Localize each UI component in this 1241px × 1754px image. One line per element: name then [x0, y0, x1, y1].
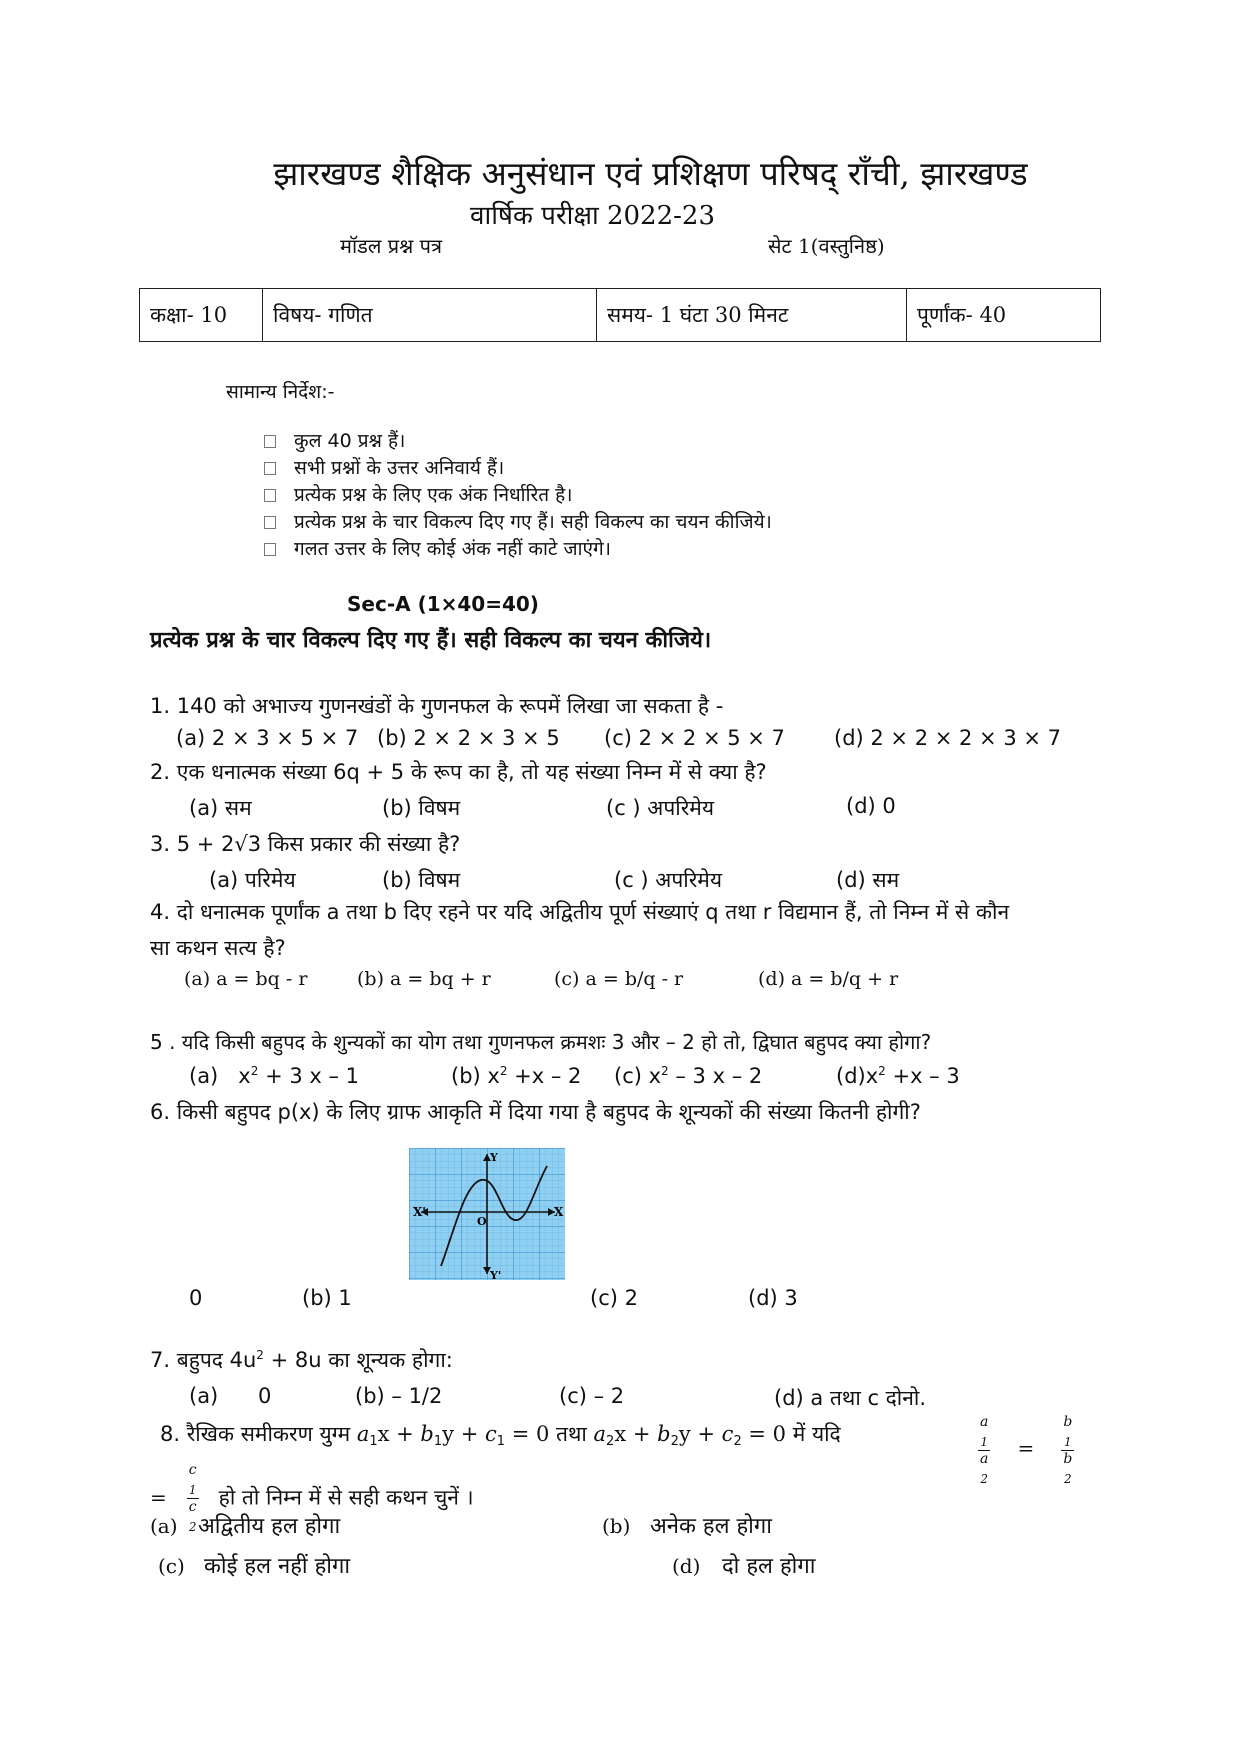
question-7: 7. बहुपद $4u^2 + 8u$ का शून्यक होगा: [150, 1348, 453, 1372]
q3-option-b: (b) विषम [382, 868, 461, 892]
exam-title: वार्षिक परीक्षा 2022-23 [470, 201, 715, 231]
q7-option-d: (d) a तथा c दोनो. [774, 1386, 927, 1410]
q5-option-c: (c) $x^2 - 3$ x – 2 [614, 1064, 763, 1088]
q7-option-a: 0 [258, 1384, 272, 1408]
instruction-item: कुल 40 प्रश्न हैं। [264, 428, 772, 455]
q5-option-a: (a) $x^2 + 3$ x – 1 [189, 1064, 360, 1088]
y-neg-label: Y' [490, 1269, 502, 1280]
board-title: झारखण्ड शैक्षिक अनुसंधान एवं प्रशिक्षण परिषद् राँची, झारखण्ड [273, 154, 1028, 193]
q8-option-c-label: (c) [158, 1554, 185, 1578]
q8-option-d-label: (d) [672, 1554, 701, 1578]
q7-option-c: (c) – 2 [559, 1384, 625, 1408]
time-cell: समय- 1 घंटा 30 मिनट [597, 289, 907, 342]
exam-info-table [139, 288, 1101, 342]
q2-option-c: (c ) अपरिमेय [606, 796, 715, 820]
section-instruction: प्रत्येक प्रश्न के चार विकल्प दिए गए हैं। सही विकल्प का चयन कीजिये। [150, 628, 712, 653]
instruction-item: प्रत्येक प्रश्न के लिए एक अंक निर्धारित है। [264, 482, 772, 509]
q7-option-a-label: (a) [189, 1384, 219, 1408]
instruction-item: गलत उत्तर के लिए कोई अंक नहीं काटे जाएंगे। [264, 536, 772, 563]
subject-cell: विषय- गणित [263, 289, 597, 342]
q3-option-d: (d) सम [836, 868, 900, 892]
q5-option-b: (b) $x^2 +x - 2$ [451, 1064, 582, 1088]
class-cell: कक्षा- 10 [140, 289, 263, 342]
q3-option-a: (a) परिमेय [209, 868, 296, 892]
instruction-item: सभी प्रश्नों के उत्तर अनिवार्य हैं। [264, 455, 772, 482]
q8-option-d: दो हल होगा [722, 1554, 816, 1579]
q4-option-b: (b) a = bq + r [357, 968, 491, 990]
marks-cell: पूर्णांक- 40 [907, 289, 1101, 342]
q1-option-a: (a) 2 × 3 × 5 × 7 [176, 726, 359, 750]
q4-option-d: (d) a = b/q + r [758, 968, 899, 990]
q8-option-c: कोई हल नहीं होगा [204, 1554, 351, 1579]
question-8: 8. रैखिक समीकरण युग्म $a_1x + b_1y + c_1 = 0$ तथा $a_2x + b_2y + c_2 = 0$ में यदि [160, 1422, 841, 1449]
instruction-item: प्रत्येक प्रश्न के चार विकल्प दिए गए हैं। सही विकल्प का चयन कीजिये। [264, 509, 772, 536]
q2-option-d: (d) 0 [846, 794, 896, 818]
y-label: Y [490, 1151, 498, 1164]
q1-option-d: (d) 2 × 2 × 2 × 3 × 7 [834, 726, 1061, 750]
question-1: 1. 140 को अभाज्य गुणनखंडों के गुणनफल के रूपमें लिखा जा सकता है - [150, 694, 724, 718]
paper-type: मॉडल प्रश्न पत्र [340, 234, 443, 258]
q8-option-b-label: (b) [602, 1514, 631, 1538]
instructions-list [264, 428, 772, 563]
question-4-line2: सा कथन सत्य है? [150, 936, 286, 960]
checkbox-icon [264, 516, 276, 529]
x-neg-label: X' [413, 1205, 426, 1219]
question-8-line2: = c $_1$ c $_2$ हो तो निम्न में से सही कथन चुनें । [150, 1462, 474, 1534]
q7-option-b: (b) – 1/2 [355, 1384, 443, 1408]
q8-option-a-label: (a) [150, 1514, 178, 1538]
section-title: Sec-A (1×40=40) [347, 592, 539, 616]
q6-option-d: (d) 3 [748, 1286, 798, 1310]
question-6: 6. किसी बहुपद p(x) के लिए ग्राफ आकृति में दिया गया है बहुपद के शून्यकों की संख्या कितनी होगी? [150, 1100, 921, 1124]
q2-option-b: (b) विषम [382, 796, 461, 820]
q6-option-a: 0 [189, 1286, 203, 1310]
q6-option-b: (b) 1 [302, 1286, 352, 1310]
q4-option-c: (c) a = b/q - r [554, 968, 684, 990]
question-5: 5 . यदि किसी बहुपद के शुन्यकों का योग तथा गुणनफल क्रमशः 3 और – 2 हो तो, द्विघात बहुपद क्या होगा? [150, 1030, 932, 1054]
q5-option-d: $(d)x^2 +x - 3$ [836, 1064, 960, 1088]
q1-option-b: (b) 2 × 2 × 3 × 5 [377, 726, 560, 750]
checkbox-icon [264, 462, 276, 475]
q3-option-c: (c ) अपरिमेय [614, 868, 723, 892]
polynomial-graph [409, 1148, 565, 1280]
q2-option-a: (a) सम [189, 796, 252, 820]
checkbox-icon [264, 489, 276, 502]
instructions-heading: सामान्य निर्देश:- [226, 381, 335, 403]
checkbox-icon [264, 543, 276, 556]
q4-option-a: (a) a = bq - r [184, 968, 308, 990]
question-2: 2. एक धनात्मक संख्या 6q + 5 के रूप का है, तो यह संख्या निम्न में से क्या है? [150, 760, 767, 784]
q1-option-c: (c) 2 × 2 × 5 × 7 [604, 726, 785, 750]
question-4: 4. दो धनात्मक पूर्णांक a तथा b दिए रहने पर यदि अद्वितीय पूर्ण संख्याएं q तथा r विद्यमान हैं, तो निम्न में से कौन [150, 900, 1010, 924]
x-label: X [554, 1205, 564, 1219]
question-3: 3. 5 + 2√3 किस प्रकार की संख्या है? [150, 832, 461, 856]
origin-label: O [477, 1215, 487, 1228]
checkbox-icon [264, 435, 276, 448]
q8-option-b: अनेक हल होगा [650, 1514, 772, 1539]
fraction-a1-a2: a $_1$ a $_2$ = b $_1$ b $_2$ [980, 1414, 1073, 1486]
q8-option-a: अद्वितीय हल होगा [198, 1514, 341, 1539]
q6-option-c: (c) 2 [590, 1286, 638, 1310]
set-label: सेट 1(वस्तुनिष्ठ) [768, 234, 885, 258]
